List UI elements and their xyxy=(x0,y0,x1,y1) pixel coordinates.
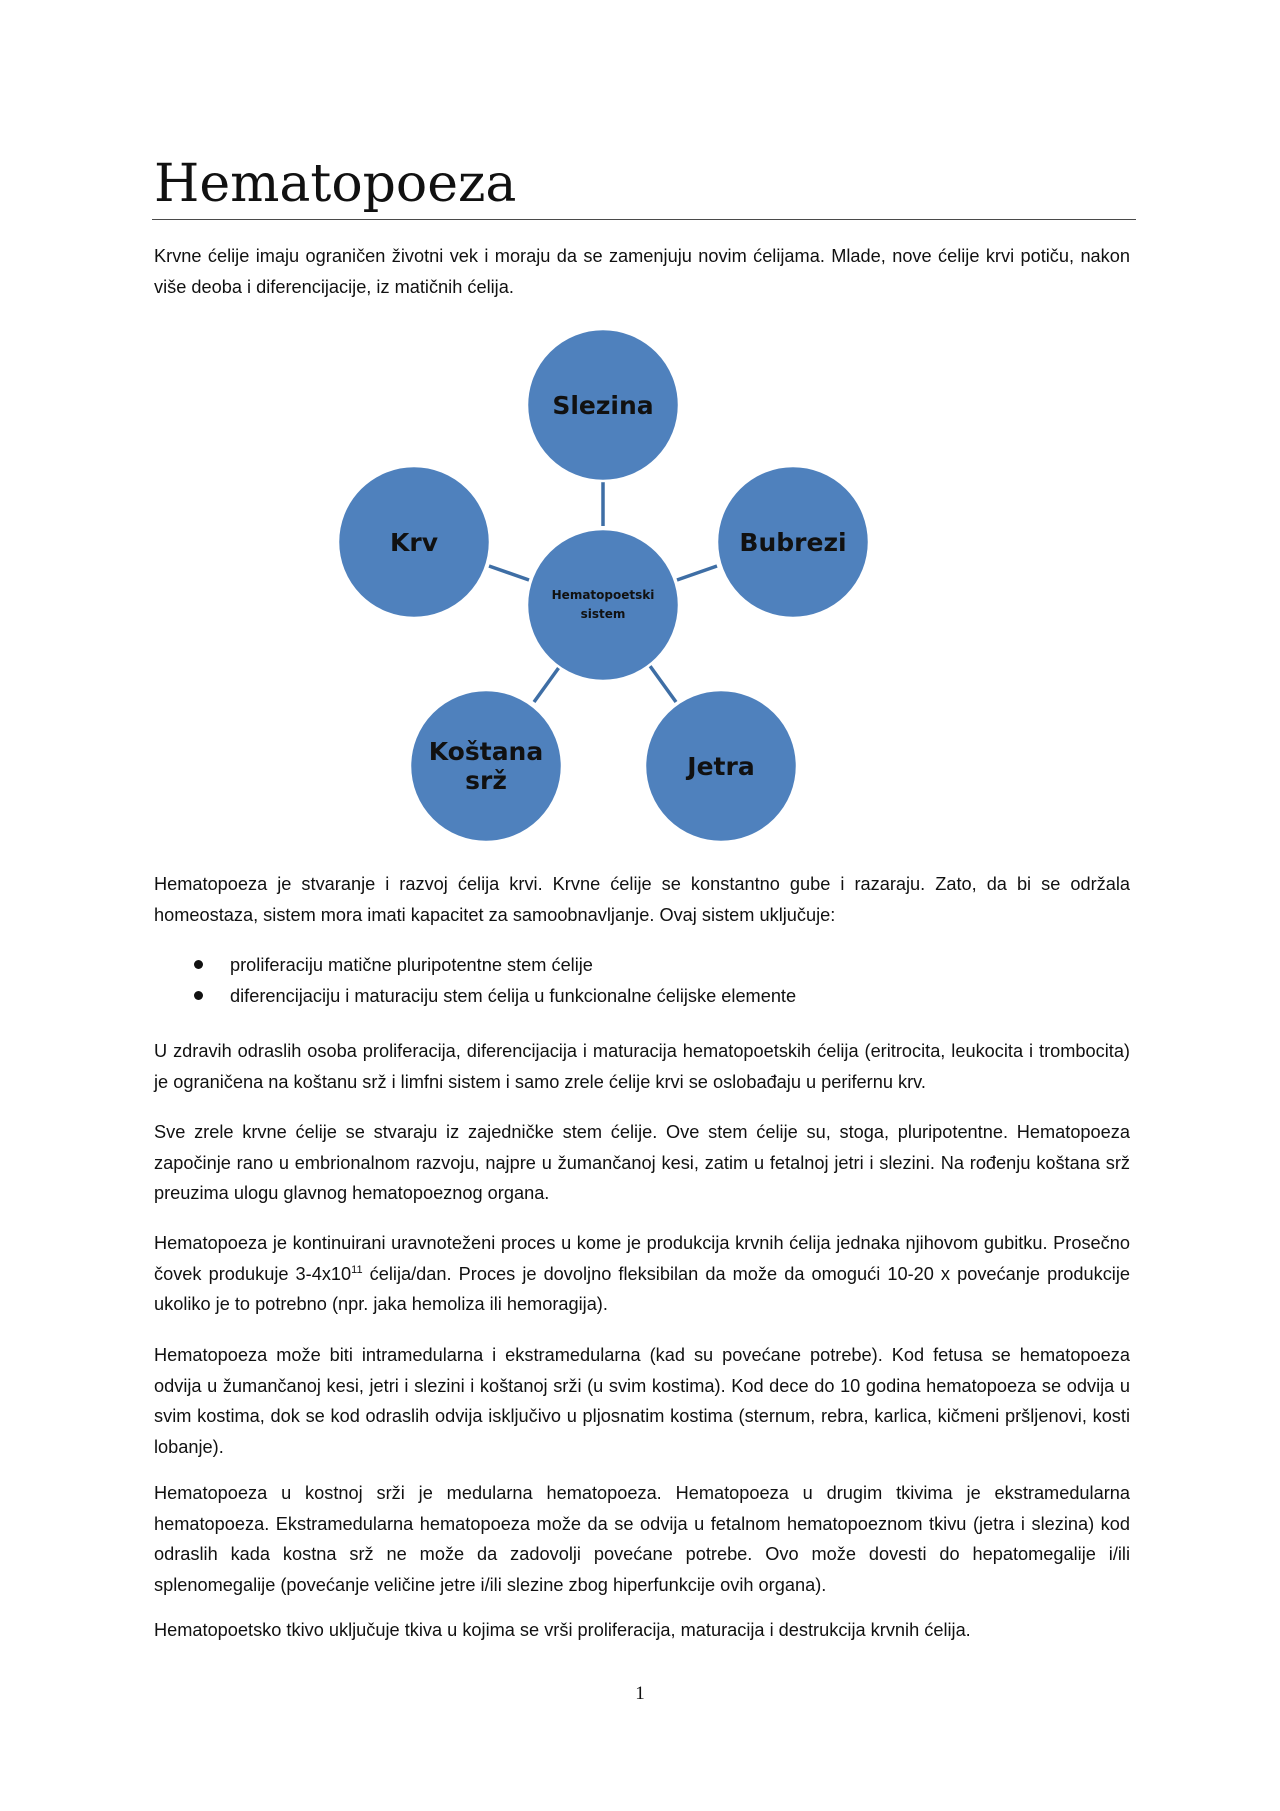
node-krv-label: Krv xyxy=(390,528,438,557)
list-item-text: proliferaciju matične pluripotentne stem ćelije xyxy=(230,955,593,975)
page-number: 1 xyxy=(635,1683,645,1704)
node-slezina-label: Slezina xyxy=(552,391,654,420)
list-item xyxy=(154,950,1130,981)
node-center-label-line1: Hematopoetski xyxy=(551,588,655,602)
node-bubrezi-label: Bubrezi xyxy=(739,528,847,557)
paragraph-production-text-1: Hematopoeza je kontinuirani uravnoteženi proces u kome je produkcija krvnih ćelija jednaka njihovom gubitku. Prosečno čovek produkuje 3-4x10 xyxy=(154,1233,1130,1284)
paragraph-stem-cells: Sve zrele krvne ćelije se stvaraju iz zajedničke stem ćelije. Ove stem ćelije su, stoga, pluripotentne. Hematopoeza započinje rano u embrionalnom razvoju, najpre u žumančanoj kesi, zatim u fetalnoj jetri i slezini. Na rođenju koštana srž preuzima ulogu glavnog hematopoeznog organa. xyxy=(154,1122,1130,1203)
connector-krv xyxy=(489,566,529,580)
node-center-circle xyxy=(527,529,679,681)
node-slezina xyxy=(527,329,679,481)
node-center-label-line2: sistem xyxy=(580,607,626,621)
bullet-icon xyxy=(194,991,203,1000)
hematopoietic-system-diagram xyxy=(0,0,1280,880)
connector-kostana-srz xyxy=(534,666,560,702)
paragraph-medullary: Hematopoeza u kostnoj srži je medularna hematopoeza. Hematopoeza u drugim tkivima je ekstramedularna hematopoeza. Ekstramedularna hematopoeza može da se odvija u fetalnom hematopoeznom tkivu (jetra i slezina) kod odraslih kada kostna srž ne može da zadovolji povećane potrebe. Ovo može dovesti do hepatomegalije i/ili splenomegalije (povećanje veličine jetre i/ili slezine zbog hiperfunkcije ovih organa). xyxy=(154,1483,1130,1595)
list-item xyxy=(154,981,1130,1012)
node-center xyxy=(527,529,679,681)
paragraph-hematopoietic-tissue: Hematopoetsko tkivo uključuje tkiva u kojima se vrši proliferacija, maturacija i destrukcija krvnih ćelija. xyxy=(154,1620,971,1640)
paragraph-adults: U zdravih odraslih osoba proliferacija, diferencijacija i maturacija hematopoetskih ćelija (eritrocita, leukocita i trombocita) je ograničena na koštanu srž i limfni sistem i samo zrele ćelije krvi se oslobađaju u perifernu krv. xyxy=(154,1041,1130,1092)
paragraph-production-text-2: ćelija/dan. Proces je dovoljno fleksibilan da može da omogući 10-20 x povećanje produkcije ukoliko je to potrebno (npr. jaka hemoliza ili hemoragija). xyxy=(154,1263,1131,1314)
list-item-text: diferencijaciju i maturaciju stem ćelija u funkcionalne ćelijske elemente xyxy=(230,986,797,1006)
node-kostana-srz xyxy=(410,690,562,842)
paragraph-production xyxy=(154,1228,1130,1320)
node-jetra-label: Jetra xyxy=(687,752,755,781)
node-kostana-srz-label-line2: srž xyxy=(465,766,507,795)
paragraph-definition: Hematopoeza je stvaranje i razvoj ćelija krvi. Krvne ćelije se konstantno gube i razaraju. Zato, da bi se održala homeostaza, sistem mora imati kapacitet za samoobnavljanje. Ovaj sistem uključuje: xyxy=(154,874,1130,925)
connector-jetra xyxy=(650,666,676,702)
exponent: 11 xyxy=(351,1263,363,1276)
page-title: Hematopoeza xyxy=(154,154,517,214)
bullet-icon xyxy=(194,960,203,969)
bullet-list xyxy=(154,950,1130,1012)
paragraph-intramedullary: Hematopoeza može biti intramedularna i ekstramedularna (kad su povećane potrebe). Kod fetusa se hematopoeza odvija u žumančanoj kesi, jetri i slezini i koštanoj srži (u svim kostima). Kod dece do 10 godina hematopoeza se odvija u svim kostima, dok se kod odraslih odvija isključivo u pljosnatim kostima (sternum, rebra, karlica, kičmeni pršljenovi, kosti lobanje). xyxy=(154,1345,1130,1457)
connector-bubrezi xyxy=(677,566,717,580)
node-krv xyxy=(338,466,490,618)
node-bubrezi xyxy=(717,466,869,618)
node-jetra xyxy=(645,690,797,842)
node-kostana-srz-label-line1: Koštana xyxy=(428,737,544,766)
intro-paragraph: Krvne ćelije imaju ograničen životni vek i moraju da se zamenjuju novim ćelijama. Mlade, nove ćelije krvi potiču, nakon više deoba i diferencijacije, iz matičnih ćelija. xyxy=(154,246,1130,297)
